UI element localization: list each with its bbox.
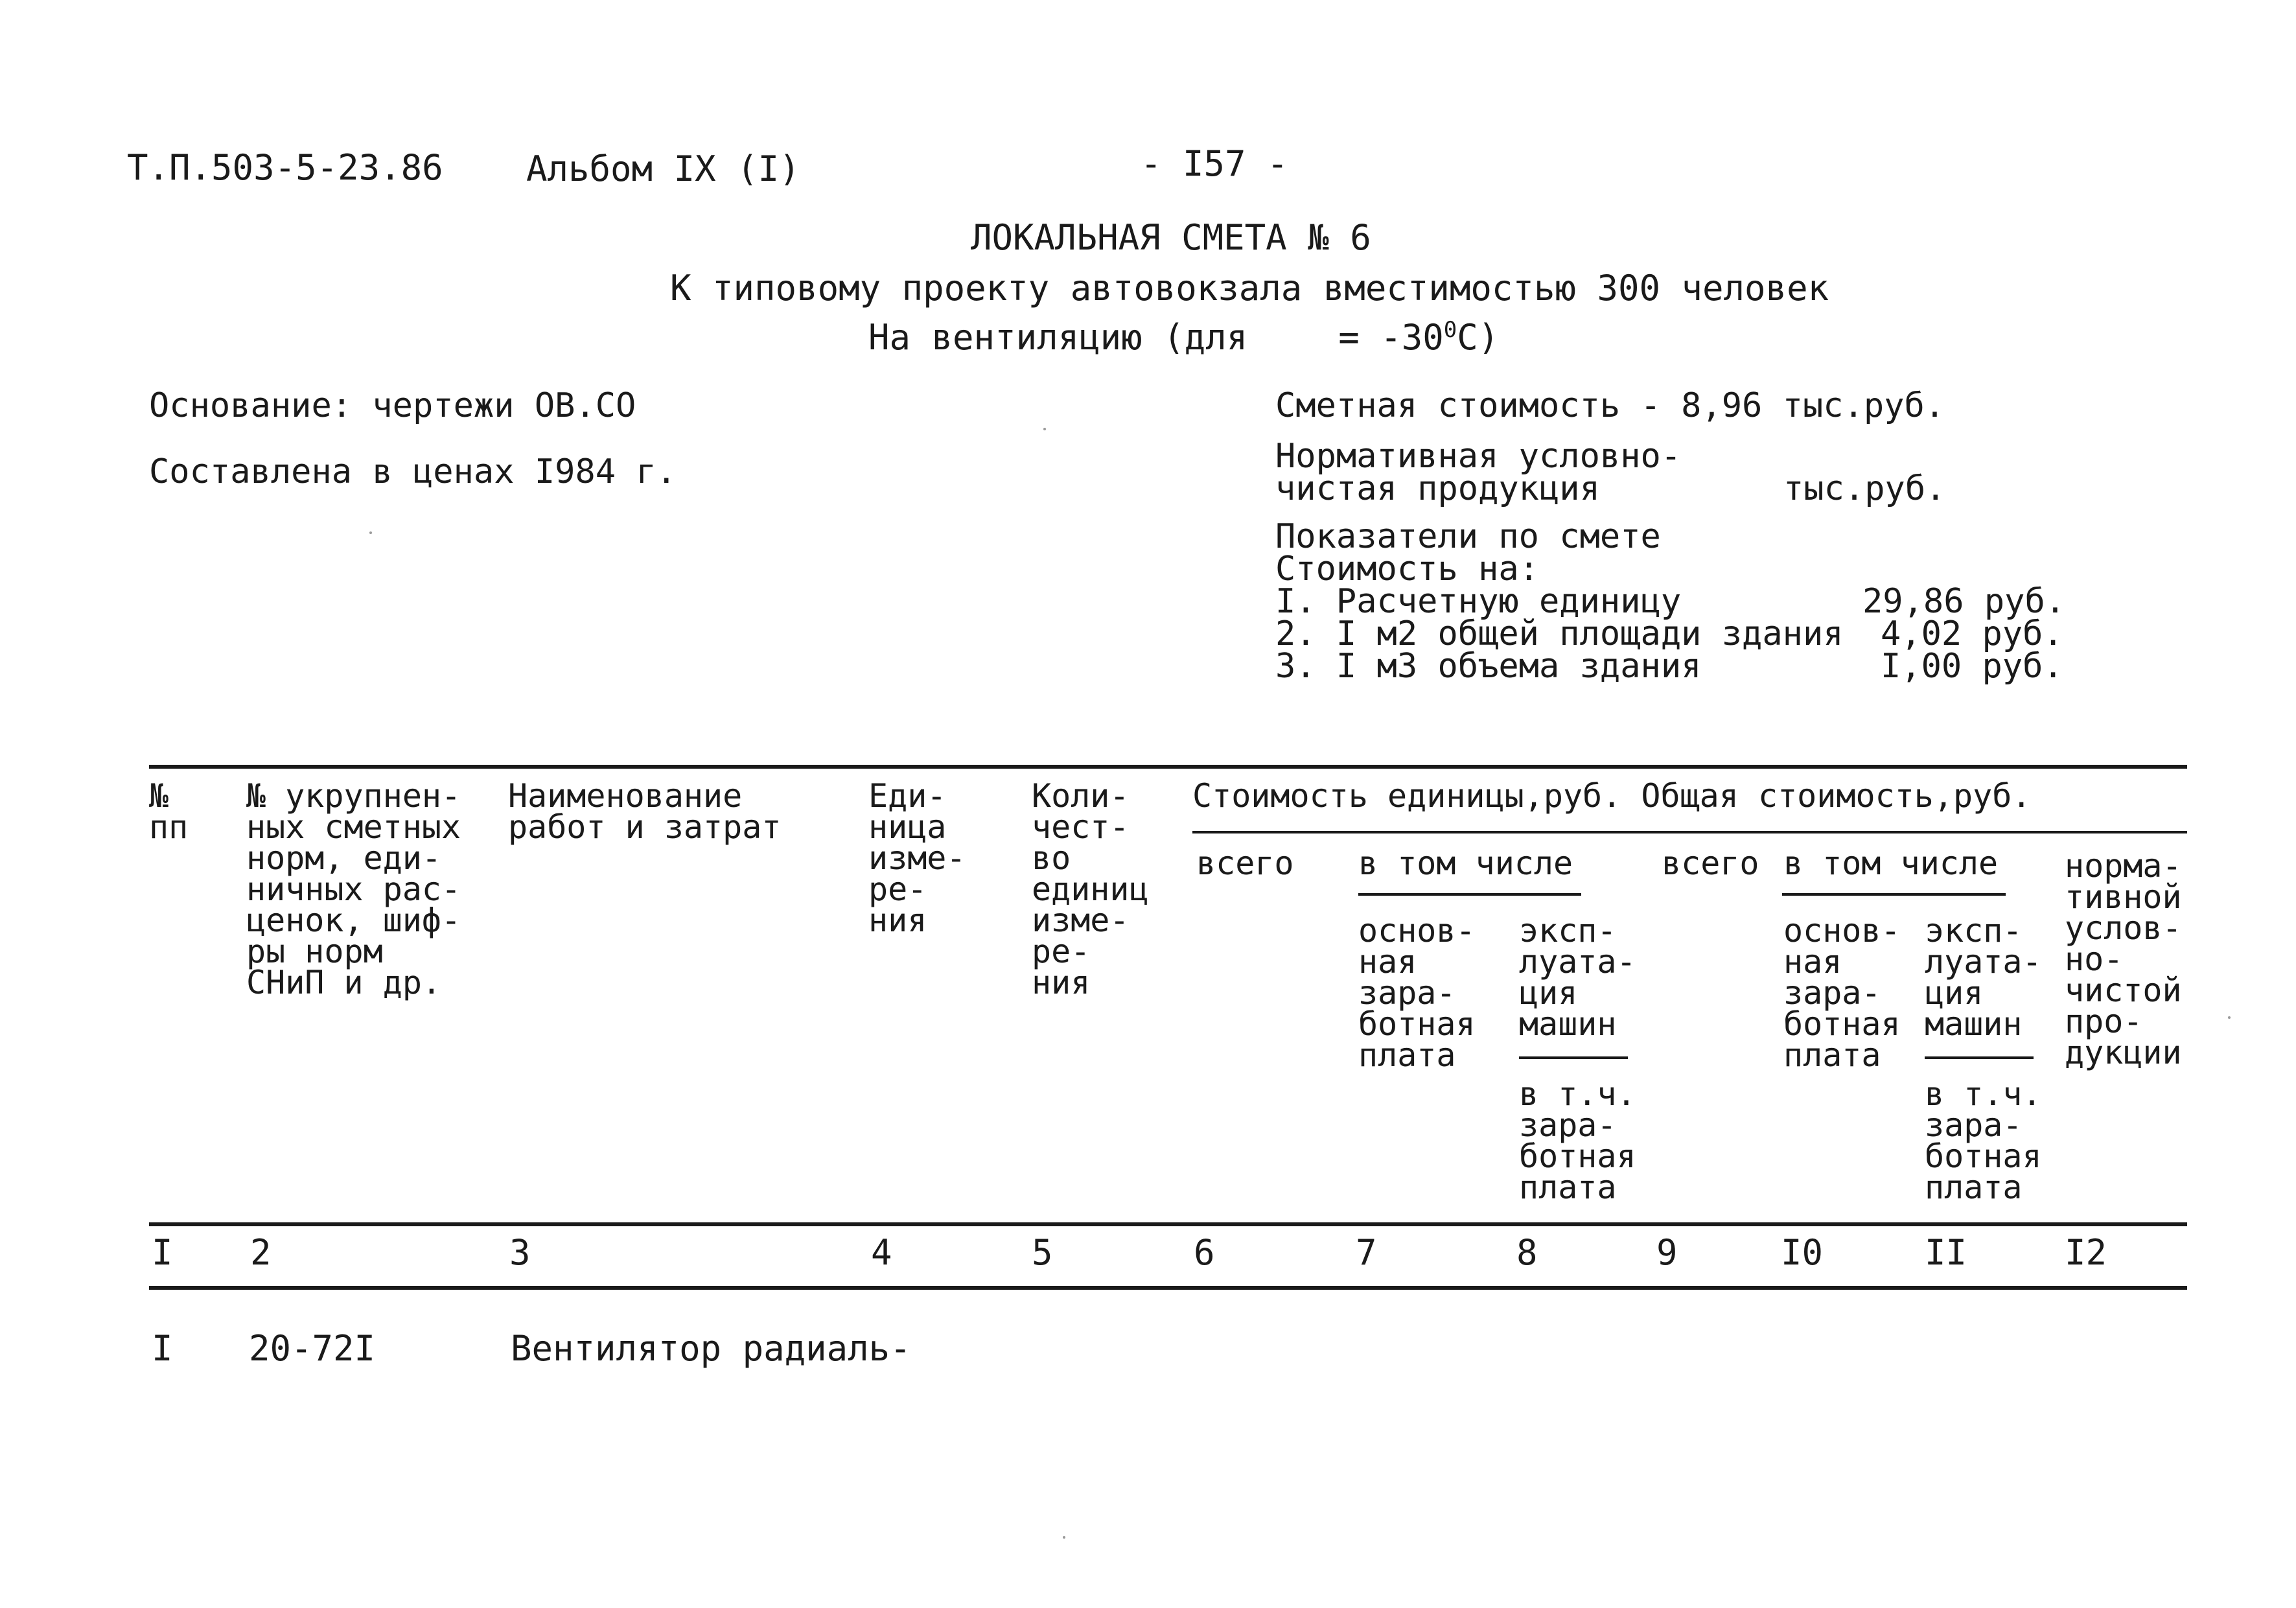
temperature-value: = -30 — [1338, 317, 1444, 358]
header-bottom-rule — [149, 1222, 2187, 1226]
col-header-8-sub: в т.ч. зара- ботная плата — [1519, 1075, 1636, 1206]
temperature-suffix: С) — [1457, 317, 1500, 358]
col-number-12: I2 — [2065, 1232, 2107, 1273]
col-number-10: I0 — [1781, 1232, 1824, 1273]
col-header-9: всего — [1662, 845, 1759, 882]
unit-machine-rule — [1519, 1056, 1628, 1059]
row-1-code: 20-72I — [249, 1328, 376, 1369]
temperature-degree: 0 — [1443, 317, 1457, 343]
unit-subgroup-rule — [1358, 893, 1581, 896]
project-subtitle: К типовому проекту автовокзала вместимостью 300 человек — [670, 268, 1829, 309]
scan-speck — [1043, 428, 1046, 430]
col-header-1: № пп — [149, 777, 189, 846]
col-header-6: всего — [1196, 845, 1294, 882]
cost-group-header: Стоимость единицы,руб. Общая стоимость,руб. — [1192, 777, 2032, 815]
indicators-title: Показатели по смете — [1275, 517, 1661, 556]
col-number-4: 4 — [871, 1232, 892, 1273]
col-number-6: 6 — [1194, 1232, 1215, 1273]
ventilation-line — [868, 317, 1500, 358]
indicator-label-1: I. Расчетную единицу — [1275, 582, 1682, 621]
col-header-10-group: в том числе — [1783, 845, 1999, 882]
col-header-7: основ- ная зара- ботная плата — [1358, 912, 1476, 1074]
cost-per-label: Стоимость на: — [1275, 550, 1539, 588]
indicator-label-3: 3. I м3 объема здания — [1275, 647, 1702, 686]
indicator-value-1: 29,86 руб. — [1862, 582, 2066, 621]
normative-unit: тыс.руб. — [1783, 469, 1946, 508]
col-number-5: 5 — [1032, 1232, 1053, 1273]
indicator-value-2: 4,02 руб. — [1881, 614, 2063, 653]
col-number-2: 2 — [250, 1232, 272, 1273]
table-top-rule — [149, 765, 2187, 769]
estimated-cost: Сметная стоимость - 8,96 тыс.руб. — [1275, 386, 1945, 425]
scan-speck — [2228, 1016, 2231, 1019]
col-header-8: эксп- луата- ция машин — [1519, 912, 1636, 1043]
scan-speck — [1063, 1536, 1065, 1539]
scan-speck — [369, 531, 372, 534]
document-code: Т.П.503-5-23.86 — [127, 147, 443, 188]
col-header-10: основ- ная зара- ботная плата — [1783, 912, 1901, 1074]
row-1-number: I — [152, 1328, 173, 1369]
album-label: Альбом IX (I) — [526, 148, 800, 189]
col-header-2: № укрупнен- ных сметных норм, еди- ничных рас- ценок, шиф- ры норм СНиП и др. — [246, 777, 461, 1001]
col-number-3: 3 — [509, 1232, 531, 1273]
total-machine-rule — [1925, 1056, 2034, 1059]
page-number: - I57 - — [1141, 143, 1288, 184]
indicator-value-3: I,00 руб. — [1881, 647, 2063, 686]
col-header-11-sub: в т.ч. зара- ботная плата — [1925, 1075, 2042, 1206]
col-header-11: эксп- луата- ция машин — [1925, 912, 2042, 1043]
col-header-5: Коли- чест- во единиц изме- ре- ния — [1032, 777, 1149, 1001]
group-header-rule — [1192, 831, 2187, 833]
indicator-label-2: 2. I м2 общей площади здания — [1275, 614, 1844, 653]
col-number-8: 8 — [1516, 1232, 1538, 1273]
col-number-9: 9 — [1656, 1232, 1678, 1273]
col-number-1: I — [152, 1232, 173, 1273]
col-number-7: 7 — [1356, 1232, 1377, 1273]
col-number-11: II — [1925, 1232, 1967, 1273]
normative-label-2: чистая продукция — [1275, 469, 1600, 508]
basis-line: Основание: чертежи ОВ.СО — [149, 386, 636, 425]
col-header-12: норма- тивной услов- но- чистой про- дукции — [2065, 847, 2182, 1071]
col-header-3: Наименование работ и затрат — [508, 777, 782, 846]
total-subgroup-rule — [1782, 893, 2006, 896]
prices-line: Составлена в ценах I984 г. — [149, 452, 677, 491]
ventilation-prefix: На вентиляцию (для — [868, 317, 1248, 358]
estimate-title: ЛОКАЛЬНАЯ СМЕТА № 6 — [971, 217, 1371, 258]
normative-label-1: Нормативная условно- — [1275, 437, 1682, 476]
numbers-bottom-rule — [149, 1286, 2187, 1290]
col-header-7-group: в том числе — [1358, 845, 1573, 882]
row-1-name: Вентилятор радиаль- — [511, 1328, 911, 1369]
col-header-4: Еди- ница изме- ре- ния — [868, 777, 966, 939]
